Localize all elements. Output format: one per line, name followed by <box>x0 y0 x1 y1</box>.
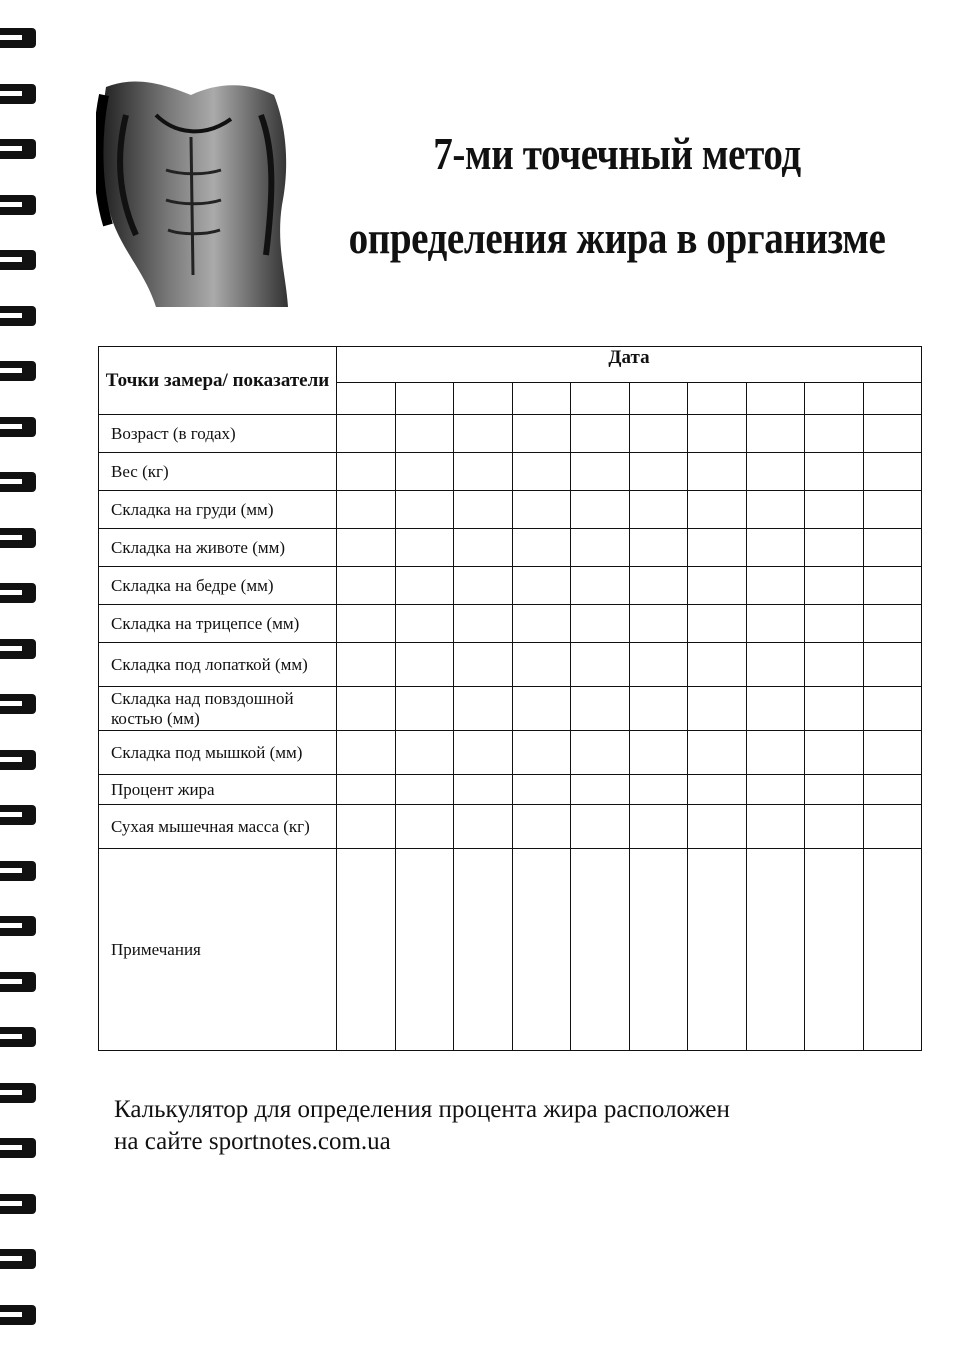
value-cell[interactable] <box>571 529 630 567</box>
value-cell[interactable] <box>863 775 922 805</box>
value-cell[interactable] <box>863 849 922 1051</box>
value-cell[interactable] <box>629 805 688 849</box>
table-row <box>99 567 922 605</box>
value-cell[interactable] <box>512 643 571 687</box>
value-cell[interactable] <box>512 453 571 491</box>
value-cell[interactable] <box>512 849 571 1051</box>
binding-ring <box>0 750 36 770</box>
value-cell[interactable] <box>571 415 630 453</box>
value-cell[interactable] <box>571 453 630 491</box>
spiral-binding <box>0 0 40 1345</box>
value-cell[interactable] <box>629 687 688 731</box>
footer-note <box>114 1094 934 1158</box>
value-cell[interactable] <box>454 529 513 567</box>
table-row <box>99 453 922 491</box>
value-cell[interactable] <box>337 687 396 731</box>
date-cell[interactable] <box>512 383 571 415</box>
binding-ring <box>0 472 36 492</box>
table-row <box>99 687 922 731</box>
value-cell[interactable] <box>512 415 571 453</box>
value-cell[interactable] <box>395 491 454 529</box>
value-cell[interactable] <box>512 805 571 849</box>
table-row <box>99 605 922 643</box>
row-label: Складка над повздошной костью (мм) <box>99 687 337 731</box>
value-cell[interactable] <box>571 491 630 529</box>
value-cell[interactable] <box>454 491 513 529</box>
value-cell[interactable] <box>863 491 922 529</box>
value-cell[interactable] <box>571 605 630 643</box>
value-cell[interactable] <box>629 453 688 491</box>
value-cell[interactable] <box>805 453 864 491</box>
value-cell[interactable] <box>746 687 805 731</box>
row-label: Сухая мышечная масса (кг) <box>99 805 337 849</box>
value-cell[interactable] <box>863 605 922 643</box>
value-cell[interactable] <box>454 605 513 643</box>
value-cell[interactable] <box>746 805 805 849</box>
date-cell[interactable] <box>454 383 513 415</box>
value-cell[interactable] <box>337 805 396 849</box>
value-cell[interactable] <box>395 605 454 643</box>
binding-ring <box>0 361 36 381</box>
row-label: Примечания <box>99 849 337 1051</box>
binding-ring <box>0 195 36 215</box>
value-cell[interactable] <box>454 849 513 1051</box>
table-row <box>99 491 922 529</box>
value-cell[interactable] <box>746 605 805 643</box>
binding-ring <box>0 250 36 270</box>
value-cell[interactable] <box>395 529 454 567</box>
value-cell[interactable] <box>629 529 688 567</box>
value-cell[interactable] <box>512 731 571 775</box>
value-cell[interactable] <box>629 849 688 1051</box>
table-row <box>99 805 922 849</box>
table-row <box>99 643 922 687</box>
value-cell[interactable] <box>629 775 688 805</box>
binding-ring <box>0 639 36 659</box>
value-cell[interactable] <box>688 849 747 1051</box>
value-cell[interactable] <box>805 775 864 805</box>
value-cell[interactable] <box>395 775 454 805</box>
binding-ring <box>0 1027 36 1047</box>
value-cell[interactable] <box>395 567 454 605</box>
row-label: Вес (кг) <box>99 453 337 491</box>
value-cell[interactable] <box>805 805 864 849</box>
value-cell[interactable] <box>746 567 805 605</box>
value-cell[interactable] <box>746 491 805 529</box>
value-cell[interactable] <box>863 567 922 605</box>
binding-ring <box>0 528 36 548</box>
value-cell[interactable] <box>688 453 747 491</box>
value-cell[interactable] <box>571 567 630 605</box>
value-cell[interactable] <box>512 605 571 643</box>
date-header: Дата <box>337 347 922 383</box>
value-cell[interactable] <box>395 687 454 731</box>
value-cell[interactable] <box>805 491 864 529</box>
value-cell[interactable] <box>863 453 922 491</box>
page-title <box>341 112 894 280</box>
value-cell[interactable] <box>746 775 805 805</box>
torso-illustration <box>96 75 292 307</box>
row-label: Складка на бедре (мм) <box>99 567 337 605</box>
value-cell[interactable] <box>512 491 571 529</box>
value-cell[interactable] <box>395 453 454 491</box>
value-cell[interactable] <box>454 643 513 687</box>
value-cell[interactable] <box>571 643 630 687</box>
date-cell[interactable] <box>688 383 747 415</box>
value-cell[interactable] <box>863 643 922 687</box>
value-cell[interactable] <box>337 529 396 567</box>
binding-ring <box>0 972 36 992</box>
value-cell[interactable] <box>863 687 922 731</box>
value-cell[interactable] <box>805 687 864 731</box>
value-cell[interactable] <box>688 805 747 849</box>
value-cell[interactable] <box>746 643 805 687</box>
value-cell[interactable] <box>746 453 805 491</box>
row-label: Складка на груди (мм) <box>99 491 337 529</box>
binding-ring <box>0 84 36 104</box>
value-cell[interactable] <box>571 731 630 775</box>
binding-ring <box>0 861 36 881</box>
table-row <box>99 849 922 1051</box>
date-cell[interactable] <box>395 383 454 415</box>
value-cell[interactable] <box>571 687 630 731</box>
value-cell[interactable] <box>688 491 747 529</box>
binding-ring <box>0 916 36 936</box>
value-cell[interactable] <box>454 731 513 775</box>
header-label-cell: Точки замера/ показатели <box>99 347 337 415</box>
value-cell[interactable] <box>337 491 396 529</box>
table-row <box>99 529 922 567</box>
value-cell[interactable] <box>629 567 688 605</box>
value-cell[interactable] <box>395 643 454 687</box>
value-cell[interactable] <box>337 605 396 643</box>
binding-ring <box>0 583 36 603</box>
value-cell[interactable] <box>805 849 864 1051</box>
value-cell[interactable] <box>805 415 864 453</box>
value-cell[interactable] <box>629 731 688 775</box>
value-cell[interactable] <box>688 529 747 567</box>
value-cell[interactable] <box>629 643 688 687</box>
date-cell[interactable] <box>746 383 805 415</box>
binding-ring <box>0 306 36 326</box>
value-cell[interactable] <box>746 849 805 1051</box>
value-cell[interactable] <box>571 775 630 805</box>
value-cell[interactable] <box>337 731 396 775</box>
row-label: Складка под мышкой (мм) <box>99 731 337 775</box>
row-label: Процент жира <box>99 775 337 805</box>
value-cell[interactable] <box>454 453 513 491</box>
value-cell[interactable] <box>805 643 864 687</box>
value-cell[interactable] <box>337 643 396 687</box>
title-line-1: 7-ми точечный метод <box>433 128 801 179</box>
value-cell[interactable] <box>337 775 396 805</box>
value-cell[interactable] <box>512 775 571 805</box>
value-cell[interactable] <box>629 415 688 453</box>
value-cell[interactable] <box>454 687 513 731</box>
value-cell[interactable] <box>688 415 747 453</box>
value-cell[interactable] <box>805 731 864 775</box>
date-cell[interactable] <box>571 383 630 415</box>
value-cell[interactable] <box>805 567 864 605</box>
value-cell[interactable] <box>863 415 922 453</box>
value-cell[interactable] <box>395 849 454 1051</box>
value-cell[interactable] <box>688 605 747 643</box>
binding-ring <box>0 1194 36 1214</box>
value-cell[interactable] <box>746 731 805 775</box>
row-label: Складка на трицепсе (мм) <box>99 605 337 643</box>
binding-ring <box>0 1249 36 1269</box>
value-cell[interactable] <box>395 731 454 775</box>
binding-ring <box>0 1138 36 1158</box>
row-label: Возраст (в годах) <box>99 415 337 453</box>
footer-line-1: Калькулятор для определения процента жира расположен <box>114 1096 730 1123</box>
table-row <box>99 415 922 453</box>
title-line-2: определения жира в организме <box>348 212 886 263</box>
value-cell[interactable] <box>512 529 571 567</box>
date-cell[interactable] <box>805 383 864 415</box>
value-cell[interactable] <box>454 805 513 849</box>
date-cell[interactable] <box>863 383 922 415</box>
row-label: Складка на животе (мм) <box>99 529 337 567</box>
binding-ring <box>0 139 36 159</box>
value-cell[interactable] <box>688 567 747 605</box>
table-row <box>99 775 922 805</box>
binding-ring <box>0 1305 36 1325</box>
value-cell[interactable] <box>454 415 513 453</box>
value-cell[interactable] <box>688 687 747 731</box>
measurement-table <box>98 346 922 1051</box>
value-cell[interactable] <box>688 775 747 805</box>
value-cell[interactable] <box>395 805 454 849</box>
value-cell[interactable] <box>805 605 864 643</box>
binding-ring <box>0 805 36 825</box>
value-cell[interactable] <box>512 687 571 731</box>
value-cell[interactable] <box>688 643 747 687</box>
binding-ring <box>0 694 36 714</box>
value-cell[interactable] <box>863 731 922 775</box>
value-cell[interactable] <box>512 567 571 605</box>
value-cell[interactable] <box>337 567 396 605</box>
value-cell[interactable] <box>746 529 805 567</box>
date-cell[interactable] <box>337 383 396 415</box>
value-cell[interactable] <box>337 453 396 491</box>
value-cell[interactable] <box>688 731 747 775</box>
value-cell[interactable] <box>863 529 922 567</box>
row-label: Складка под лопаткой (мм) <box>99 643 337 687</box>
value-cell[interactable] <box>746 415 805 453</box>
binding-ring <box>0 28 36 48</box>
value-cell[interactable] <box>863 805 922 849</box>
value-cell[interactable] <box>454 775 513 805</box>
value-cell[interactable] <box>629 605 688 643</box>
value-cell[interactable] <box>454 567 513 605</box>
date-cell[interactable] <box>629 383 688 415</box>
binding-ring <box>0 417 36 437</box>
table-row <box>99 731 922 775</box>
value-cell[interactable] <box>571 805 630 849</box>
value-cell[interactable] <box>395 415 454 453</box>
binding-ring <box>0 1083 36 1103</box>
value-cell[interactable] <box>337 415 396 453</box>
value-cell[interactable] <box>337 849 396 1051</box>
measurement-table-container <box>98 346 922 1054</box>
value-cell[interactable] <box>805 529 864 567</box>
footer-line-2: на сайте sportnotes.com.ua <box>114 1128 391 1155</box>
value-cell[interactable] <box>629 491 688 529</box>
value-cell[interactable] <box>571 849 630 1051</box>
